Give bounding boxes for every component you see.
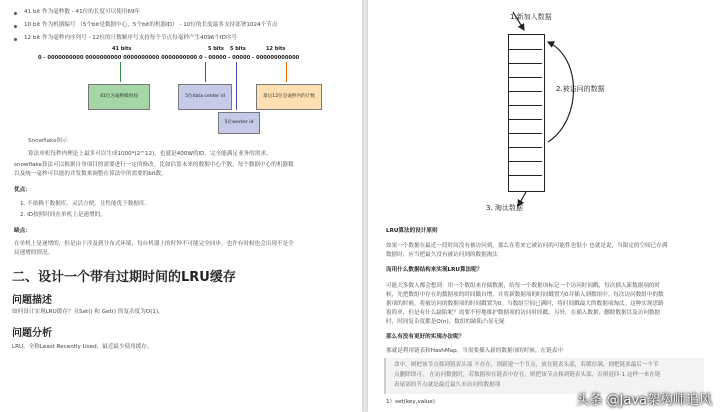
analysis-heading: 问题分析 [12, 328, 52, 339]
problem-heading: 问题描述 [12, 295, 52, 306]
bullet-dot [14, 25, 17, 28]
paragraph-line: 很简单，但是有什么缺陷呢？需要不停地维护数据项的访问时间戳，另外，在插入数据、删除数据以及访问数据 [386, 310, 661, 316]
connector-dc [205, 62, 206, 82]
right-page [368, 0, 720, 412]
sequence-box: 最后12位是毫秒内的计数 [256, 84, 322, 110]
pros-heading: 优点： [14, 187, 31, 193]
visited-data-label: 2.被访问的数据 [556, 85, 605, 93]
pros-item: 2. ID按照时间在单机上是递增的。 [20, 212, 106, 218]
connector-worker [236, 62, 237, 110]
quote-line: 命中，则把该节点移到链表头部 不存在，则新建一个节点，放在链表头部，若缓存满，则把链表最后一个节 [394, 362, 659, 368]
quote-line: 表尾部的节点就是最近最久未访问的数据项 [394, 382, 501, 388]
question-heading: 而用什么数据结构来实现LRU算法呢？ [386, 267, 483, 273]
paragraph-line: 如果一个数据在最近一段时间没有被访问到，那么在将来它被访问的可能性也很小 也就是说，当限定的空间已存满 [386, 243, 668, 249]
code-line: 1）set(key,value) [386, 399, 435, 405]
datacenter-box: 5位data center id [178, 84, 232, 110]
bullet-text: 41 bit 作为毫秒数 - 41位的长度可以使用69年 [24, 9, 141, 15]
new-data-label: 1.新加入数据 [510, 13, 552, 21]
desc-line: 以及统一毫秒可以能的并发数来调整在算法中所需要的bit数。 [14, 171, 167, 177]
problem-text: 如何设计实现LRU缓存？且Set() 和 Get() 的复杂度为O(1)。 [12, 309, 164, 315]
pros-item: 1. 不依赖于数据库，灵活方便，且性能优于数据库。 [20, 201, 151, 207]
bullet-dot [14, 38, 17, 41]
evicted-data-label: 3. 淘汰数据 [486, 204, 523, 212]
time-box: 41位为毫秒级时间 [88, 84, 150, 110]
bullet-text: 10 bit 作为机器编号 （5个bit是数据中心，5个bit的机器ID） - 10位的长度最多支持部署1024个节点 [24, 22, 278, 28]
bullet-text: 12 bit 作为毫秒内序列号 - 12位的计数顺序号支持每个节点每毫秒产生4096个ID序号 [24, 35, 238, 41]
question-heading: 那么有没有更好的实现办法呢？ [386, 334, 465, 340]
cons-line: 局递增的情况。 [14, 250, 54, 256]
paragraph-line: 候，先把数组中存在的数据项的时间戳自增，并将新数据项的时间戳置为0并插入到数组中。每次访问数组中的数 [386, 292, 664, 298]
lru-principle-heading: LRU算法的设计原则 [386, 228, 438, 234]
bits-5a-label: 5 bits [208, 46, 224, 52]
binary-layout: 0 - 0000000000 0000000000 0000000000 0000000000 0 - 00000 - 00000 - 000000000000 [38, 55, 300, 61]
bullet-dot [14, 12, 17, 15]
bits-12-label: 12 bits [266, 46, 286, 52]
desc-line: 算法单机每秒内理论上最多可以生成1000*(2^12)，也就是400W的ID，完全能满足业务的需求。 [28, 151, 272, 157]
figure-caption: Snowflake图示 [28, 138, 68, 144]
paragraph-line: 那就是利用链表和HashMap。当需要插入新的数据项的时候，在链表中 [386, 348, 563, 354]
cons-heading: 缺点： [14, 228, 31, 234]
paragraph-line: 可能大多数人都会想到：用一个数组来存储数据，给每一个数据项标记一个访问时间戳，每次插入新数据项的时 [386, 283, 661, 289]
paragraph-line: 据项的时候，将被访问的数据项的时间戳置为0。当数组空间已满时，将时间戳最大的数据项淘汰。这种实现思路 [386, 301, 664, 307]
watermark: 头条 @Java架构师追风 [576, 393, 712, 408]
connector-time [120, 62, 121, 82]
cons-line: 在单机上是递增的，但是由于涉及到分布式环境，每台机器上的时钟不可能完全同步，也许有时候也会出现不是全 [14, 241, 294, 247]
paragraph-line: 数据时，应当把最久没有被访问到的数据淘汰 [386, 252, 498, 258]
analysis-text: LRU，全称Least Recently Used，最近最少使用缓存。 [12, 344, 153, 350]
paragraph-line: 时，时间复杂度都是O(n)。数组的缺陷凸显无疑 [386, 319, 505, 325]
section-title: 二、设计一个带有过期时间的LRU缓存 [12, 270, 236, 285]
bits-41-label: 41 bits [112, 46, 132, 52]
connector-seq [286, 62, 287, 82]
bits-5b-label: 5 bits [230, 46, 246, 52]
worker-box: 5位worker id [218, 112, 260, 134]
desc-line: snowflake算法可以根据自身项目的需要进行一定的修改。比如估算未来的数据中心个数，每个数据中心的机器数 [14, 162, 294, 168]
quote-line: 点删除即可。 在访问数据时，若数据项在链表中存在，则把该节点移到链表头部，否则返回-1 这样一来在链 [394, 372, 661, 378]
